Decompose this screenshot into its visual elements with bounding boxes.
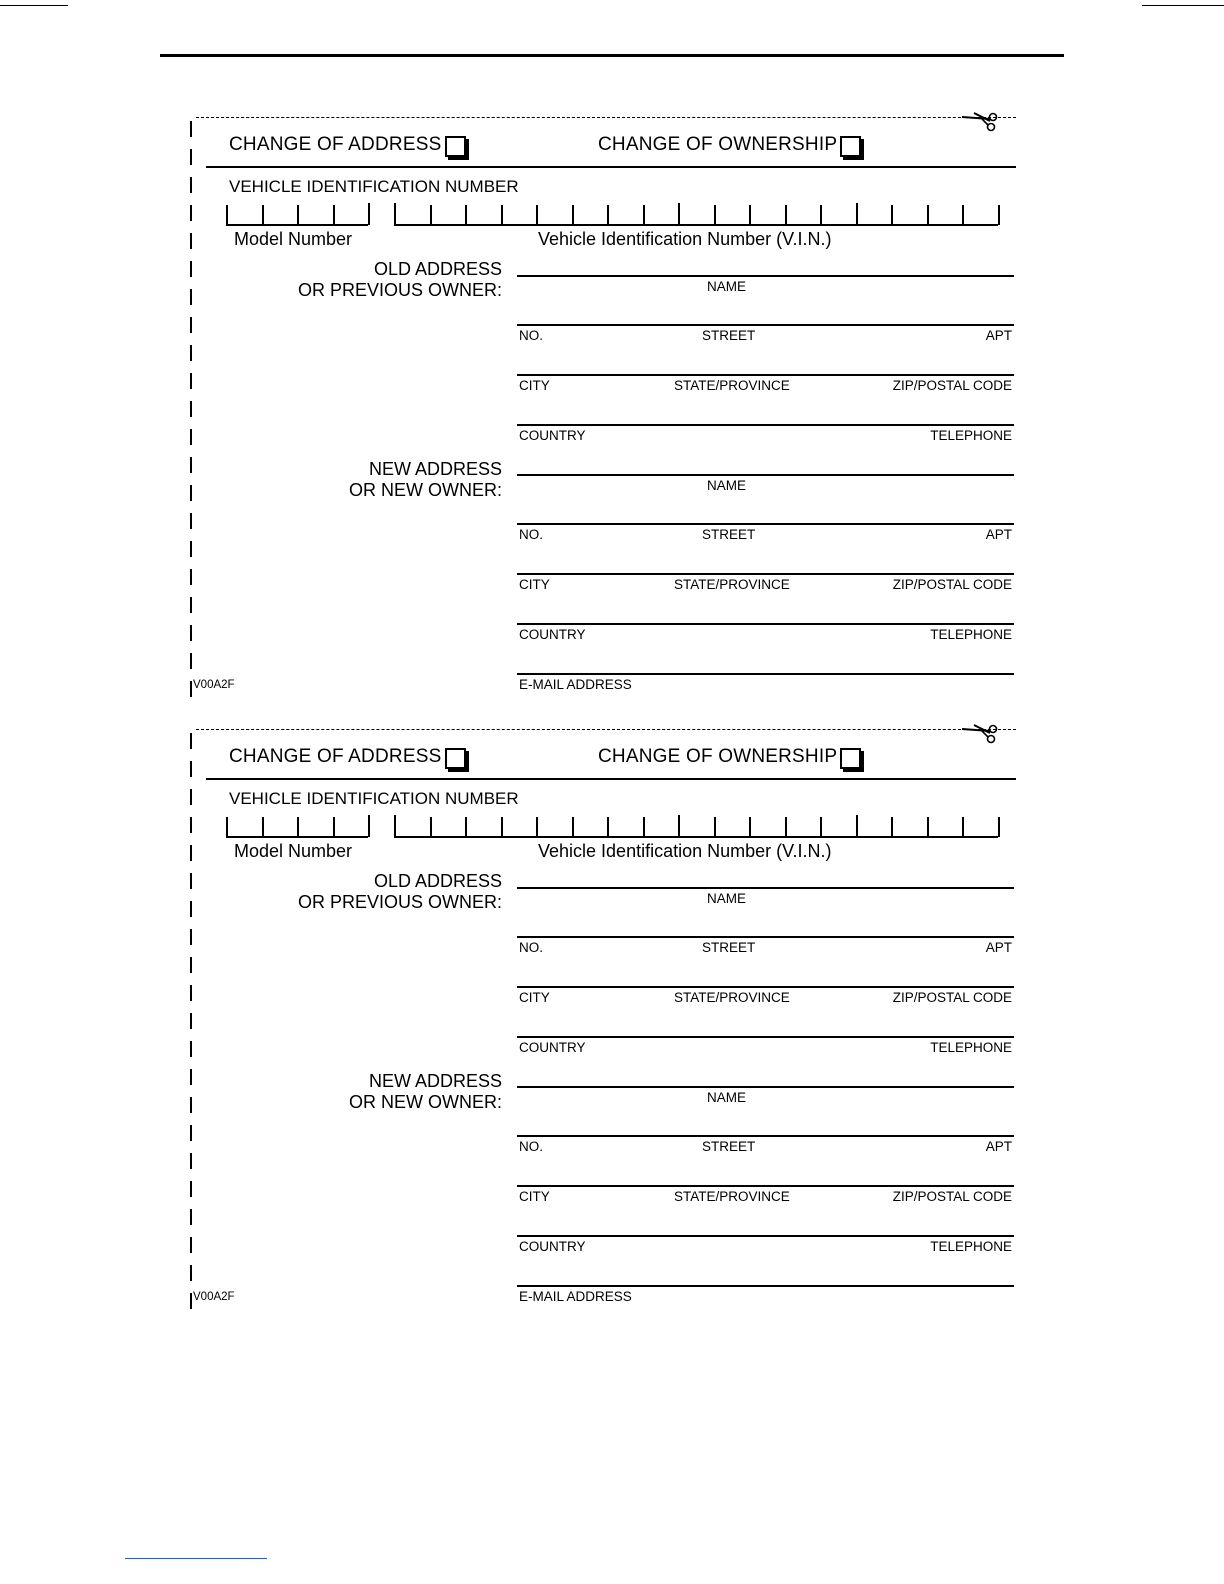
vin-box-divider [297,817,299,837]
new-address-label: NEW ADDRESS [368,1071,502,1091]
vin-box-divider [714,817,716,837]
vin-box-divider [501,817,503,837]
old-country-caption: COUNTRY [519,1040,586,1055]
old-name-caption: NAME [707,891,747,906]
change-of-address-checkbox[interactable] [445,136,466,157]
perforation-mark [190,205,192,221]
vin-box-divider [785,205,787,225]
new-owner-label: OR NEW OWNER: [349,480,502,500]
scissors-icon [960,723,1000,751]
perforation-mark [190,261,192,277]
vin-box-divider [891,817,893,837]
vin-box-divider [749,205,751,225]
perforation-mark [190,681,192,697]
perforation-mark [190,1237,192,1253]
perforation-mark [190,513,192,529]
new-state-caption: STATE/PROVINCE [674,1189,790,1204]
old-city-field[interactable] [517,374,1014,376]
vin-box-divider [856,203,858,225]
old-city-caption: CITY [519,990,550,1005]
new-city-field[interactable] [517,1185,1014,1187]
new-no-caption: NO. [519,527,544,542]
perforation-mark [190,625,192,641]
vin-box-divider [226,205,228,225]
perforation-mark [190,985,192,1001]
new-no-caption: NO. [519,1139,544,1154]
perforation-mark [190,597,192,613]
email-caption: E-MAIL ADDRESS [519,1289,632,1304]
vin-box-divider [714,205,716,225]
perforation-mark [190,929,192,945]
perforation-mark [190,1181,192,1197]
vin-box-divider [643,205,645,225]
perforation-mark [190,289,192,305]
perforation-mark [190,733,192,749]
old-city-field[interactable] [517,986,1014,988]
vin-box-divider [820,205,822,225]
new-street-caption: STREET [702,527,756,542]
vin-box-divider [226,817,228,837]
old-telephone-caption: TELEPHONE [930,1040,1012,1055]
vin-box-divider [536,205,538,225]
model-number-baseline [226,836,368,838]
new-country-caption: COUNTRY [519,627,586,642]
corner-rule-right [1142,5,1224,6]
perforation-mark [190,1013,192,1029]
perforation-mark [190,149,192,165]
vin-box-divider [430,205,432,225]
vin-box-divider [368,203,370,225]
new-city-field[interactable] [517,573,1014,575]
vin-box-divider [572,817,574,837]
address-change-card [0,729,1224,1329]
perforation-mark [190,845,192,861]
vin-box-divider [501,205,503,225]
form-code: V00A2F [193,1291,235,1303]
address-change-card [0,117,1224,717]
vin-heading: VEHICLE IDENTIFICATION NUMBER [229,789,519,808]
change-of-address-label: CHANGE OF ADDRESS [229,746,442,767]
vin-box-divider [607,817,609,837]
vin-box-divider [678,203,680,225]
old-apt-caption: APT [985,328,1012,343]
perforation-mark [190,1265,192,1281]
new-owner-label: OR NEW OWNER: [349,1092,502,1112]
old-street-field[interactable] [517,324,1014,326]
old-city-caption: CITY [519,378,550,393]
new-city-caption: CITY [519,577,550,592]
perforation-mark [190,317,192,333]
new-street-caption: STREET [702,1139,756,1154]
old-name-field[interactable] [517,275,1014,277]
new-telephone-caption: TELEPHONE [930,1239,1012,1254]
footer-link-rule [125,1558,267,1559]
perforation-mark [190,485,192,501]
vin-box-divider [785,817,787,837]
vin-box-divider [678,815,680,837]
new-name-field[interactable] [517,474,1014,476]
perforation-mark [190,373,192,389]
perforation-mark [190,121,192,137]
vin-caption: Vehicle Identification Number (V.I.N.) [538,229,832,249]
new-street-field[interactable] [517,523,1014,525]
new-country-field[interactable] [517,623,1014,625]
perforation-mark [190,789,192,805]
perforation-mark [190,541,192,557]
perforation-mark [190,429,192,445]
old-zip-caption: ZIP/POSTAL CODE [892,378,1012,393]
cut-line [196,729,1016,730]
header-rule [160,54,1064,57]
new-country-field[interactable] [517,1235,1014,1237]
new-street-field[interactable] [517,1135,1014,1137]
perforation-mark [190,957,192,973]
model-number-caption: Model Number [234,841,353,861]
new-apt-caption: APT [985,1139,1012,1154]
perforation-mark [190,1097,192,1113]
email-caption: E-MAIL ADDRESS [519,677,632,692]
vin-box-divider [607,205,609,225]
vin-baseline [394,836,998,838]
perforation-mark [190,1041,192,1057]
vin-box-divider [572,205,574,225]
new-name-field[interactable] [517,1086,1014,1088]
vin-box-divider [394,815,396,837]
old-apt-caption: APT [985,940,1012,955]
change-of-ownership-checkbox[interactable] [840,136,861,157]
vin-baseline [394,224,998,226]
new-telephone-caption: TELEPHONE [930,627,1012,642]
old-address-label: OLD ADDRESS [373,871,502,891]
change-of-ownership-label: CHANGE OF OWNERSHIP [598,134,838,155]
new-apt-caption: APT [985,527,1012,542]
old-state-caption: STATE/PROVINCE [674,990,790,1005]
model-number-caption: Model Number [234,229,353,249]
vin-box-divider [430,817,432,837]
vin-caption: Vehicle Identification Number (V.I.N.) [538,841,832,861]
old-street-caption: STREET [702,940,756,955]
perforation-mark [190,1153,192,1169]
corner-rule-left [0,5,68,6]
new-country-caption: COUNTRY [519,1239,586,1254]
vin-box-divider [998,817,1000,837]
new-state-caption: STATE/PROVINCE [674,577,790,592]
change-of-ownership-label: CHANGE OF OWNERSHIP [598,746,838,767]
vin-box-divider [368,815,370,837]
cut-line [196,117,1016,118]
old-country-field[interactable] [517,424,1014,426]
perforation-mark [190,873,192,889]
old-country-caption: COUNTRY [519,428,586,443]
old-name-caption: NAME [707,279,747,294]
perforation-mark [190,761,192,777]
previous-owner-label: OR PREVIOUS OWNER: [297,892,502,912]
change-of-ownership-checkbox[interactable] [840,748,861,769]
new-zip-caption: ZIP/POSTAL CODE [892,1189,1012,1204]
scissors-icon [960,111,1000,139]
vin-box-divider [643,817,645,837]
perforation-mark [190,817,192,833]
vin-box-divider [820,817,822,837]
vin-box-divider [891,205,893,225]
old-country-field[interactable] [517,1036,1014,1038]
vin-box-divider [927,817,929,837]
vin-box-divider [465,817,467,837]
header-divider [206,166,1016,168]
perforation-mark [190,457,192,473]
email-field[interactable] [517,673,1014,675]
perforation-mark [190,653,192,669]
old-address-label: OLD ADDRESS [373,259,502,279]
vin-box-divider [536,817,538,837]
new-address-label: NEW ADDRESS [368,459,502,479]
email-field[interactable] [517,1285,1014,1287]
perforation-mark [190,901,192,917]
vin-box-divider [927,205,929,225]
old-no-caption: NO. [519,940,544,955]
vin-box-divider [262,205,264,225]
new-zip-caption: ZIP/POSTAL CODE [892,577,1012,592]
vin-heading: VEHICLE IDENTIFICATION NUMBER [229,177,519,196]
old-name-field[interactable] [517,887,1014,889]
old-street-caption: STREET [702,328,756,343]
perforation-mark [190,233,192,249]
vin-box-divider [962,205,964,225]
old-no-caption: NO. [519,328,544,343]
header-divider [206,778,1016,780]
old-zip-caption: ZIP/POSTAL CODE [892,990,1012,1005]
vin-box-divider [262,817,264,837]
perforation-mark [190,1293,192,1309]
vin-box-divider [856,815,858,837]
vin-box-divider [333,205,335,225]
vin-box-divider [394,203,396,225]
old-telephone-caption: TELEPHONE [930,428,1012,443]
perforation-mark [190,569,192,585]
new-name-caption: NAME [707,478,747,493]
previous-owner-label: OR PREVIOUS OWNER: [297,280,502,300]
model-number-baseline [226,224,368,226]
vin-box-divider [297,205,299,225]
perforation-mark [190,401,192,417]
vin-box-divider [333,817,335,837]
perforation-mark [190,1209,192,1225]
perforation-mark [190,1125,192,1141]
vin-box-divider [465,205,467,225]
old-street-field[interactable] [517,936,1014,938]
vin-box-divider [998,205,1000,225]
perforation-mark [190,1069,192,1085]
vin-box-divider [962,817,964,837]
vin-box-divider [749,817,751,837]
perforation-mark [190,177,192,193]
change-of-address-checkbox[interactable] [445,748,466,769]
old-state-caption: STATE/PROVINCE [674,378,790,393]
new-city-caption: CITY [519,1189,550,1204]
change-of-address-label: CHANGE OF ADDRESS [229,134,442,155]
form-code: V00A2F [193,679,235,691]
perforation-mark [190,345,192,361]
new-name-caption: NAME [707,1090,747,1105]
